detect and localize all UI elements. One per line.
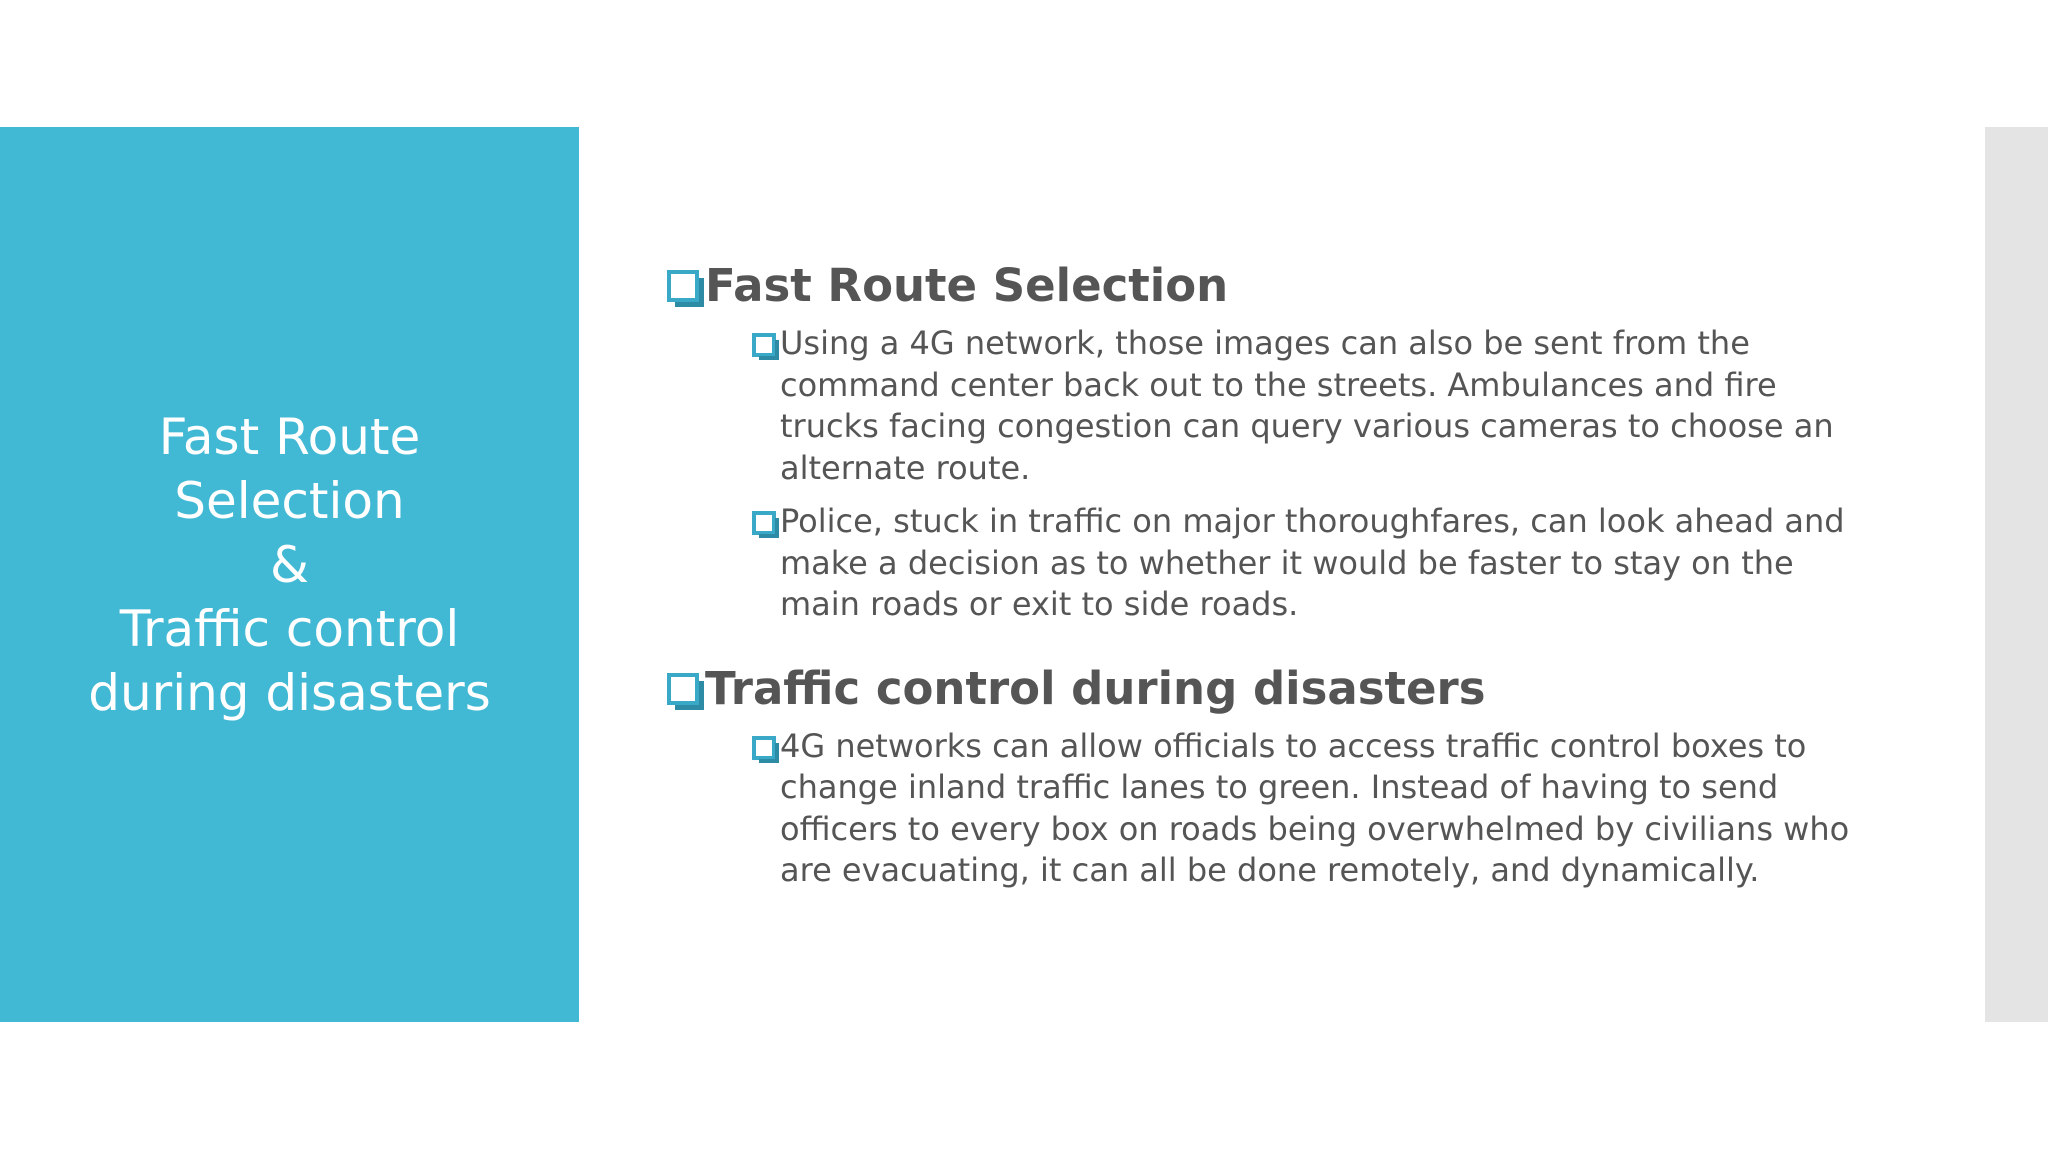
section-heading-text: Traffic control during disasters (705, 661, 1486, 715)
list-item (752, 323, 1862, 489)
title-panel (0, 127, 579, 1022)
square-bullet-icon (752, 736, 776, 760)
list-item (752, 726, 1862, 892)
title-line: Fast Route (158, 407, 421, 466)
section-heading (667, 255, 1867, 317)
square-bullet-icon (667, 673, 699, 705)
section-fast-route (667, 255, 1867, 626)
title-line: Selection (174, 471, 405, 530)
side-accent-bar (1985, 127, 2048, 1022)
bullet-list (752, 323, 1867, 626)
list-item (752, 501, 1862, 626)
slide-title (30, 405, 550, 725)
section-heading-text: Fast Route Selection (705, 259, 1229, 312)
square-bullet-icon (752, 333, 776, 357)
square-bullet-icon (752, 511, 776, 535)
title-line: during disasters (88, 663, 491, 722)
bullet-text: Police, stuck in traffic on major thoroughfares, can look ahead and make a decision as to whether it would be faster to stay on the main roads or exit to side roads. (780, 502, 1845, 623)
bullet-text: Using a 4G network, those images can also be sent from the command center back out to the streets. Ambulances and fire trucks facing congestion can query various cameras to choose an alternate route. (780, 324, 1834, 487)
bullet-list (752, 726, 1867, 892)
bullet-text: 4G networks can allow officials to access traffic control boxes to change inland traffic lanes to green. Instead of having to send officers to every box on roads being overwhelmed by civilians who are evacuating, it can all be done remotely, and dynamically. (780, 726, 1850, 889)
square-bullet-icon (667, 270, 699, 302)
title-line: Traffic control (119, 599, 460, 658)
slide-content (667, 255, 1867, 924)
section-heading (667, 658, 1867, 720)
title-line: & (270, 535, 309, 594)
section-traffic-control (667, 658, 1867, 892)
